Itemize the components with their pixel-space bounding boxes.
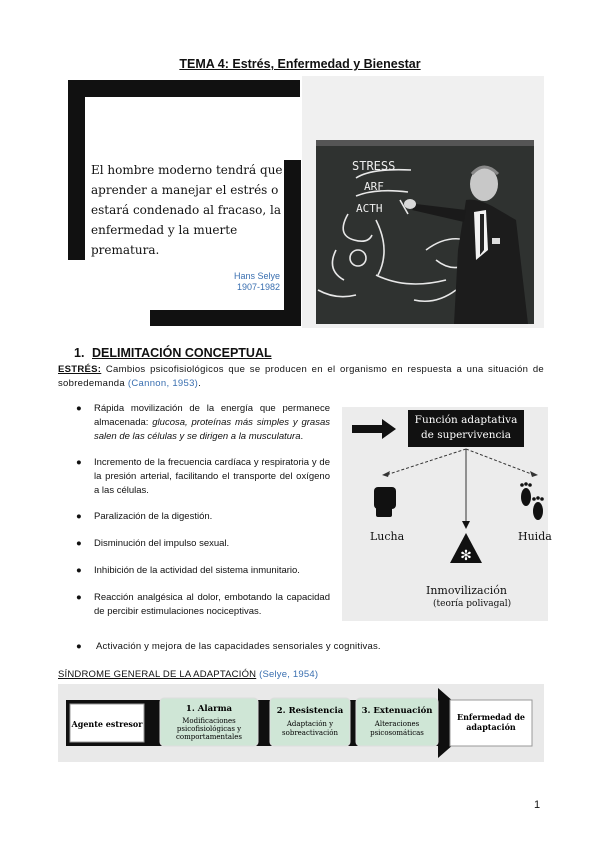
quote-frame-top [68, 80, 300, 97]
quote-author-name: Hans Selye [233, 271, 280, 281]
lecturer-photo [316, 140, 534, 324]
section-number: 1. [74, 346, 85, 360]
list-item-text: Activación y mejora de las capacidades sensoriales y cognitivas. [96, 641, 381, 652]
definition-end: . [198, 378, 202, 389]
phase-title: 1. Alarma [185, 704, 233, 714]
diagram-connectors [386, 449, 534, 525]
phase-title: 3. Extenuación [361, 706, 433, 716]
quote-author-years: 1907-1982 [236, 282, 280, 292]
phase-desc: comportamentales [175, 733, 243, 741]
document-title: TEMA 4: Estrés, Enfermedad y Bienestar [179, 57, 421, 71]
quote-line: El hombre moderno tendrá que [91, 163, 283, 177]
page-number: 1 [534, 799, 541, 811]
phase-desc: Adaptación y [286, 720, 334, 728]
phase-desc: psicosomáticas [370, 729, 424, 737]
quote-frame-left [68, 80, 85, 260]
arrow-right-icon [352, 419, 396, 439]
bullet-icon: ● [76, 403, 82, 414]
svg-text:✻: ✻ [460, 548, 472, 564]
stress-definition [58, 363, 544, 391]
definition-label: ESTRÉS: [58, 364, 102, 375]
diagram-label-flight: Huida [518, 530, 552, 543]
quote-line: aprender a manejar el estrés o [91, 183, 279, 197]
list-item: ● Inhibición de la actividad del sistema inmunitario. [76, 565, 300, 576]
footprints-icon [520, 482, 544, 520]
definition-text: Cambios psicofisiológicos que se producen en el organismo en respuesta a una situación de sobredemanda [58, 364, 544, 389]
agent-label: Agente estresor [71, 719, 143, 729]
section-title: DELIMITACIÓN CONCEPTUAL [92, 346, 272, 360]
arrowhead-down [462, 521, 470, 529]
outcome-label: adaptación [466, 722, 516, 732]
list-item: ● Incremento de la frecuencia cardíaca y respiratoria y de la presión arterial, facilitando el transporte del oxígeno a las células. [76, 457, 330, 496]
bullet-icon: ● [76, 641, 82, 652]
quote-author [200, 271, 280, 293]
stress-effects-list [74, 402, 330, 619]
sga-heading [58, 669, 318, 680]
phase-desc: psicofisiológicas y [176, 725, 242, 733]
freeze-warning-icon [450, 533, 482, 564]
bullet-icon: ● [76, 457, 82, 468]
quote-line: enfermedad y la muerte prematura. [91, 223, 238, 257]
sga-title: SÍNDROME GENERAL DE LA ADAPTACIÓN [58, 669, 257, 680]
list-item: ● Disminución del impulso sexual. [76, 538, 230, 549]
phase-desc: sobreactivación [282, 729, 338, 737]
phase-desc: Modificaciones [182, 717, 236, 725]
diagram-title: Función adaptativa de supervivencia [408, 410, 524, 447]
arrowhead-right [530, 471, 538, 477]
quote-frame-bottom [150, 310, 301, 326]
bullet-icon: ● [76, 511, 82, 522]
quote-line: estará condenado al fracaso, la [91, 203, 282, 217]
board-frame [316, 140, 534, 146]
outcome-label: Enfermedad de [456, 712, 526, 722]
sga-flow-graphics [58, 684, 544, 762]
list-item: ● Rápida movilización de la energía que permanece almacenada: glucosa, proteínas más simples y grasas salen de las células y se dirigen a la musculatura. [76, 403, 330, 442]
diagram-label-freeze: Inmovilización [426, 584, 507, 597]
quote-text [91, 160, 291, 260]
list-item: ● Reacción analgésica al dolor, embotando la capacidad de percibir estimulaciones nociceptivas. [76, 592, 330, 617]
definition-citation: (Cannon, 1953) [127, 378, 199, 389]
list-item [74, 640, 474, 654]
bullet-icon: ● [76, 538, 82, 549]
phase-desc: Alteraciones [374, 720, 420, 728]
bullet-icon: ● [76, 592, 82, 603]
bullet-icon: ● [76, 565, 82, 576]
board-word-stress: STRESS [352, 159, 396, 173]
phase-title: 2. Resistencia [276, 706, 344, 716]
diagram-label-freeze-sub: (teoría polivagal) [433, 599, 512, 609]
section-heading [74, 346, 272, 360]
sga-citation: (Selye, 1954) [259, 669, 319, 680]
board-word-acth: ACTH [356, 202, 383, 215]
diagram-label-fight: Lucha [370, 530, 405, 543]
list-item: ● Paralización de la digestión. [76, 511, 213, 522]
list-item-emphasis: glucosa, proteínas más simples y grasas salen de las células y se dirigen a la musculatura [94, 417, 330, 442]
arrowhead-left [382, 471, 390, 477]
board-word-arf: ARF [364, 180, 384, 193]
fist-icon [374, 487, 396, 517]
